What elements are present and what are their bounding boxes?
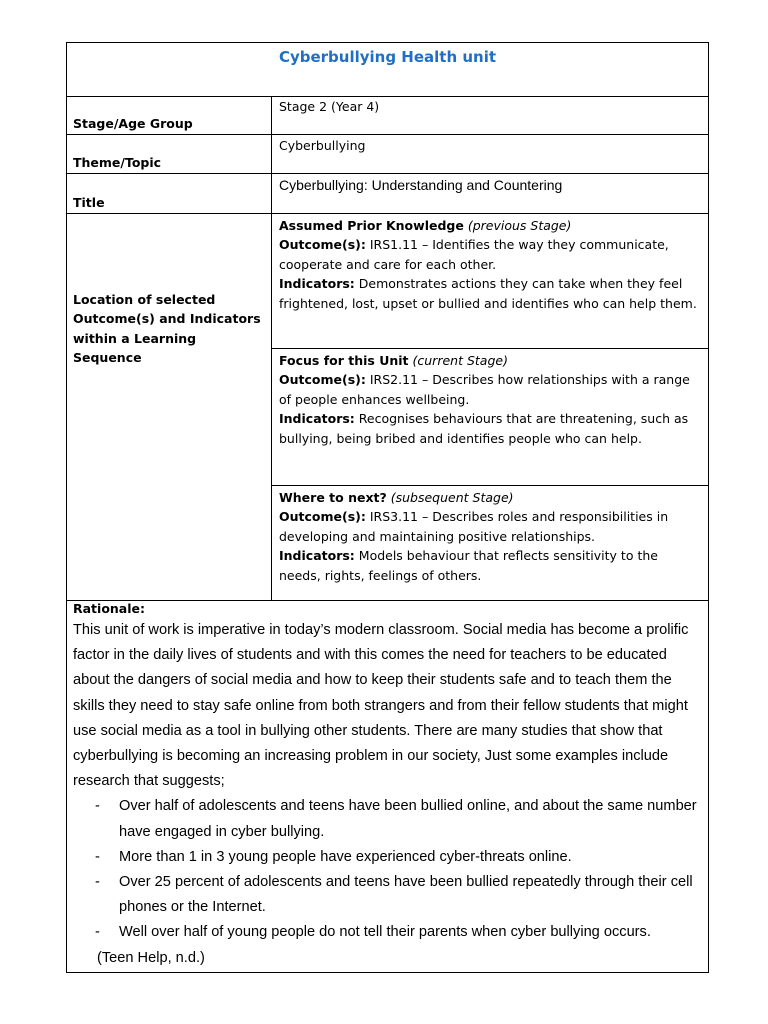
prior-indicators-label: Indicators: <box>279 276 355 292</box>
stage-label: Stage/Age Group <box>73 116 193 131</box>
prior-heading: Assumed Prior Knowledge <box>279 218 464 233</box>
rationale-paragraph: This unit of work is imperative in today’s modern classroom. Social media has become a prolific factor in the daily lives of students and with this comes the need for teachers to be educated about the dangers of social media and how to keep their students safe and to teach them the skills they need to stay safe online from both strangers and from their fellow students that might use social media as a tool in bullying other students. There are many studies that show that cyberbullying is becoming an increasing problem in our society, Just some examples include research that suggests; <box>73 622 689 790</box>
focus-heading-note: (current Stage) <box>412 353 508 368</box>
next-outcome-text: IRS3.11 – Describes roles and responsibilities in developing and maintaining positive relationships. <box>279 509 669 544</box>
bullet-text: Over 25 percent of adolescents and teens have been bullied repeatedly through their cell phones or the Internet. <box>119 874 693 916</box>
bullet-item <box>73 845 702 870</box>
location-label-cell <box>67 214 272 601</box>
bullet-marker: - <box>95 924 100 941</box>
focus-outcome-label: Outcome(s): <box>279 372 366 388</box>
prior-heading-note: (previous Stage) <box>467 218 572 233</box>
location-label: Location of selected Outcome(s) and Indicators within a Learning Sequence <box>73 292 261 366</box>
focus-cell <box>272 349 708 486</box>
bullet-text: More than 1 in 3 young people have experienced cyber-threats online. <box>119 848 572 865</box>
bullet-item <box>73 794 702 844</box>
prior-indicators-text: Demonstrates actions they can take when they feel frightened, lost, upset or bullied and identifies who can help them. <box>279 276 697 311</box>
bullet-text: Over half of adolescents and teens have been bullied online, and about the same number have engaged in cyber bullying. <box>119 798 697 840</box>
title-label: Title <box>73 195 105 210</box>
next-outcome-label: Outcome(s): <box>279 509 366 525</box>
next-heading: Where to next? <box>279 490 387 505</box>
focus-indicators-label: Indicators: <box>279 411 355 427</box>
rationale-heading: Rationale: <box>73 601 146 616</box>
stage-value-cell <box>272 96 708 135</box>
next-indicators-text: Models behaviour that reflects sensitivity to the needs, rights, feelings of others. <box>279 548 658 583</box>
prior-outcome-label: Outcome(s): <box>279 237 366 253</box>
title-row <box>67 43 708 97</box>
rationale-body <box>73 618 702 971</box>
theme-label-cell <box>67 135 272 174</box>
bullet-item <box>73 920 702 945</box>
stage-value: Stage 2 (Year 4) <box>279 99 380 114</box>
prior-knowledge-block <box>279 216 702 313</box>
next-heading-note: (subsequent Stage) <box>390 490 514 505</box>
bullet-item <box>73 870 702 920</box>
focus-indicators-text: Recognises behaviours that are threatening, such as bullying, being bribed and identifies people who can help. <box>279 411 689 446</box>
citation: (Teen Help, n.d.) <box>97 949 205 966</box>
unit-plan-table <box>66 42 709 973</box>
focus-outcome-text: IRS2.11 – Describes how relationships with a range of people enhances wellbeing. <box>279 372 690 407</box>
rationale-bullets <box>73 794 702 945</box>
title-label-cell <box>67 174 272 214</box>
theme-value-cell <box>272 135 708 174</box>
document-title: Cyberbullying Health unit <box>278 48 497 66</box>
bullet-marker: - <box>95 874 100 891</box>
focus-heading: Focus for this Unit <box>279 353 409 368</box>
bullet-text: Well over half of young people do not tell their parents when cyber bullying occurs. <box>119 924 651 941</box>
title-value: Cyberbullying: Understanding and Countering <box>279 177 563 193</box>
next-block <box>279 488 702 585</box>
title-value-cell <box>272 174 708 214</box>
bullet-marker: - <box>95 848 100 865</box>
prior-knowledge-cell <box>272 214 708 349</box>
rationale-section <box>67 601 708 972</box>
prior-outcome-text: IRS1.11 – Identifies the way they communicate, cooperate and care for each other. <box>279 237 669 272</box>
next-cell <box>272 486 708 601</box>
theme-value: Cyberbullying <box>279 138 366 153</box>
theme-label: Theme/Topic <box>73 155 162 170</box>
focus-block <box>279 351 702 448</box>
stage-label-cell <box>67 96 272 135</box>
next-indicators-label: Indicators: <box>279 548 355 564</box>
bullet-marker: - <box>95 798 100 815</box>
